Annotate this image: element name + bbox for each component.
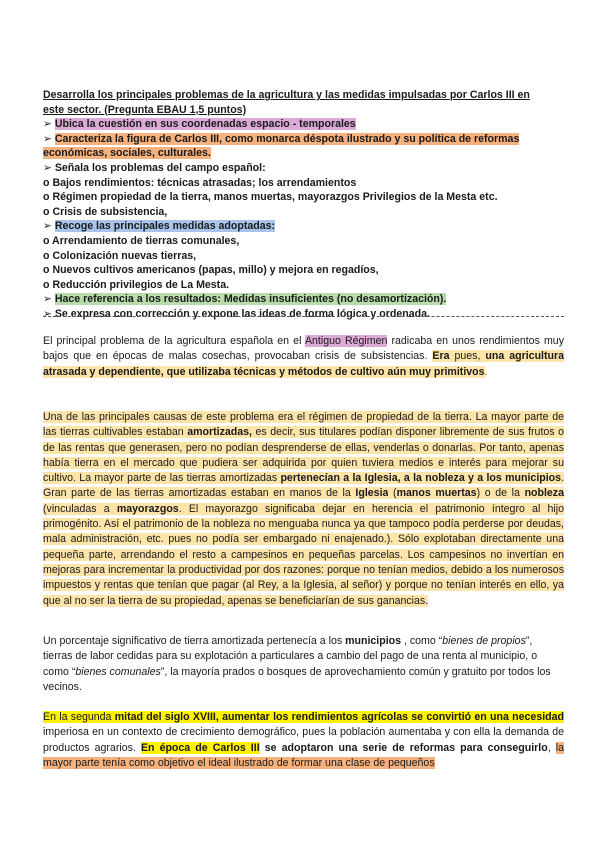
arrow-bullet-icon: ➢ xyxy=(43,220,52,233)
checklist-item: ➢ Señala los problemas del campo español: xyxy=(43,161,266,174)
circle-bullet-icon: o xyxy=(43,205,50,218)
arrow-bullet-icon: ➢ xyxy=(43,307,52,320)
paragraph-propiedad-tierra: Una de las principales causas de este problema era el régimen de propiedad de la tierra. La mayor parte de las tierras cultivables estaban amortizadas, es decir, sus titulares podían disponer libremente de sus frutos o de las rentas que generasen, pero no podían desprenderse de ellas, venderlas o donarlas. Por tanto, apenas había tierra en el mercado que pudiera ser adquirida por quien tuviera medios e interés para mejorar su cultivo. La mayor parte de las tierras amortizadas pertenecían a la Iglesia, a la nobleza y a los municipios. Gran parte de las tierras amortizadas estaban en manos de la Iglesia (manos muertas) o de la nobleza (vinculadas a mayorazgos. El mayorazgo significaba dejar en herencia el patrimonio íntegro al hijo primogénito. Así el patrimonio de la nobleza no menguaba nunca ya que tampoco podía perderse por deudas, mala administración, etc. pues no podía ser embargado ni enajenado.). Sólo explotaban directamente una pequeña parte, arrendando el resto a campesinos en pequeñas parcelas. Los campesinos no invertían en mejoras para incrementar la productividad por dos razones: porque no tenían medios, debido a los numerosos impuestos y rentas que tenían que pagar (al Rey, a la Iglesia, al señor) y porque no tenían interés en ello, ya que al no ser la tierra de su propiedad, apenas se beneficiarían de sus ganancias. xyxy=(43,411,565,607)
checklist-subitem: o Reducción privilegios de La Mesta. xyxy=(43,278,230,291)
checklist-item: ➢ Recoge las principales medidas adoptadas: xyxy=(43,220,276,233)
paragraph-antiguo-regimen: El principal problema de la agricultura española en el Antiguo Régimen radicaba en unos rendimientos muy bajos que en épocas de malas cosechas, provocaban crisis de subsistencias. Era pues, una agricultura atrasada y dependiente, que utilizaba técnicas y métodos de cultivo aún muy primitivos. xyxy=(43,335,564,378)
highlight-antiguo-regimen: Antiguo Régimen xyxy=(304,335,388,347)
arrow-bullet-icon: ➢ xyxy=(43,293,52,306)
arrow-bullet-icon: ➢ xyxy=(43,132,52,145)
question-title-line1: Desarrolla los principales problemas de la agricultura y las medidas impulsadas por Carlos III en xyxy=(43,89,530,101)
checklist-subitem: o Crisis de subsistencia, xyxy=(43,205,168,218)
checklist-subitem: o Arrendamiento de tierras comunales, xyxy=(43,234,240,247)
dashed-divider xyxy=(43,316,564,317)
checklist-subitem: o Bajos rendimientos: técnicas atrasadas; los arrendamientos xyxy=(43,176,357,189)
arrow-bullet-icon: ➢ xyxy=(43,118,52,131)
question-title-line2: este sector. (Pregunta EBAU 1,5 puntos) xyxy=(43,103,247,116)
question-header xyxy=(43,88,564,322)
checklist-item: ➢ Se expresa con corrección y expone las ideas de forma lógica y ordenada. xyxy=(43,307,430,320)
circle-bullet-icon: o xyxy=(43,249,50,262)
circle-bullet-icon: o xyxy=(43,191,50,204)
circle-bullet-icon: o xyxy=(43,176,50,189)
circle-bullet-icon: o xyxy=(43,234,50,247)
checklist-item: ➢ Hace referencia a los resultados: Medidas insuficientes (no desamortización). xyxy=(43,293,447,306)
checklist-item: ➢ Ubica la cuestión en sus coordenadas espacio - temporales xyxy=(43,118,356,131)
paragraph-siglo-xviii: En la segunda mitad del siglo XVIII, aumentar los rendimientos agrícolas se convirtió en una necesidad imperiosa en un contexto de crecimiento demográfico, pues la población aumentaba y con ella la demanda de productos agrarios. En época de Carlos III se adoptaron una serie de reformas para conseguirlo, la mayor parte tenía como objetivo el ideal ilustrado de formar una clase de pequeños xyxy=(43,711,564,769)
paragraph-municipios: Un porcentaje significativo de tierra amortizada pertenecía a los municipios , como “bienes de propios”, tierras de labor cedidas para su explotación a particulares a cambio del pago de una renta al municipio, o como “bienes comunales”, la mayoría prados o bosques de aprovechamiento común y gratuito por todos los vecinos. xyxy=(43,635,551,693)
circle-bullet-icon: o xyxy=(43,264,50,277)
checklist-subitem: o Régimen propiedad de la tierra, manos muertas, mayorazgos Privilegios de la Mesta etc. xyxy=(43,191,498,204)
arrow-bullet-icon: ➢ xyxy=(43,161,52,174)
checklist-item: ➢ Caracteriza la figura de Carlos III, como monarca déspota ilustrado y su política de reformas económicas, sociales, culturales. xyxy=(43,132,520,160)
checklist-subitem: o Colonización nuevas tierras, xyxy=(43,249,197,262)
circle-bullet-icon: o xyxy=(43,278,50,291)
checklist-subitem: o Nuevos cultivos americanos (papas, millo) y mejora en regadíos, xyxy=(43,264,379,277)
